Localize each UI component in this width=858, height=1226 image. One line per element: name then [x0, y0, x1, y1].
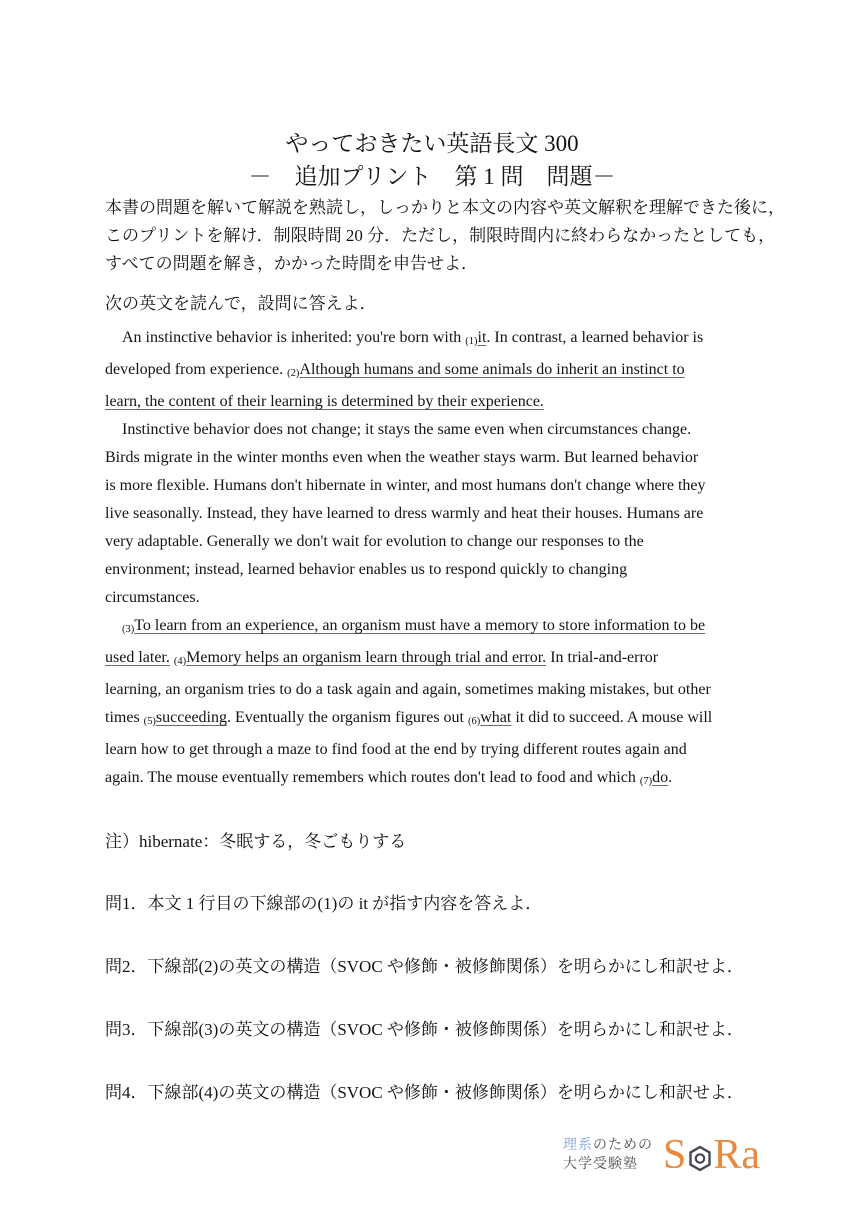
reading-prompt: 次の英文を読んで，設問に答えよ．: [105, 294, 377, 313]
passage-text: environment; instead, learned behavior enables us to respond quickly to changing: [105, 561, 628, 578]
annotation-number: (1): [465, 336, 478, 347]
underlined-text: Memory helps an organism learn through trial and error.: [186, 649, 547, 666]
sora-logo: [562, 1132, 760, 1178]
passage-line: [105, 324, 759, 356]
passage-text: learn how to get through a maze to find food at the end by trying different routes again and: [105, 741, 687, 758]
underlined-text: learn, the content of their learning is determined by their experience.: [105, 393, 544, 410]
passage-text: very adaptable. Generally we don't wait for evolution to change our responses to the: [105, 533, 644, 550]
passage-text: learning, an organism tries to do a task again and again, sometimes making mistakes, but other: [105, 681, 711, 698]
logo-tagline-highlight: 理系: [562, 1138, 593, 1153]
passage-text: . Eventually the organism figures out: [227, 709, 468, 726]
passage-text: Instinctive behavior does not change; it stays the same even when circumstances change.: [122, 421, 692, 438]
page-title: やっておきたい英語長文 300: [285, 131, 579, 156]
annotation-number: (6): [468, 716, 481, 727]
logo-tagline-rest: のための: [592, 1138, 653, 1153]
annotation-number: (2): [287, 368, 300, 379]
instruction-line: このプリントを解け．制限時間 20 分．ただし，制限時間内に終わらなかったとしても，: [105, 226, 776, 245]
instructions-block: [105, 194, 785, 278]
passage-line: [105, 644, 759, 676]
underlined-text: To learn from an experience, an organism must have a memory to store information to be: [134, 617, 706, 634]
logo-tagline-line1: [563, 1136, 653, 1155]
annotation-number: (5): [143, 716, 156, 727]
underlined-text: it: [477, 329, 487, 346]
passage-line: [105, 356, 759, 388]
passage-line: [105, 764, 759, 796]
passage-line: [105, 388, 759, 416]
passage-line: [105, 556, 759, 584]
passage-text: times: [105, 709, 144, 726]
annotation-number: (7): [639, 776, 653, 787]
underlined-text: Although humans and some animals do inherit an instinct to: [299, 361, 685, 378]
passage-line: [105, 416, 759, 444]
benzene-hexagon-icon: [688, 1145, 712, 1172]
passage-text: again. The mouse eventually remembers which routes don't lead to food and which: [105, 769, 640, 786]
passage-text: . In contrast, a learned behavior is: [486, 329, 704, 346]
underlined-text: what: [480, 709, 512, 726]
passage-line: [105, 676, 759, 704]
logo-brand: [662, 1132, 760, 1178]
passage-text: .: [668, 769, 673, 786]
underlined-text: do: [652, 769, 669, 786]
logo-letter-ra: Ra: [713, 1132, 760, 1178]
passage-text: it did to succeed. A mouse will: [511, 709, 713, 726]
question-1: 問1．本文 1 行目の下線部の(1)の it が指す内容を答えよ．: [105, 894, 543, 913]
instruction-line: 本書の問題を解いて解説を熟読し，しっかりと本文の内容や英文解釈を理解できた後に，: [105, 198, 785, 217]
document-content: [105, 128, 785, 1107]
passage-line: [105, 472, 759, 500]
passage-text: Birds migrate in the winter months even when the weather stays warm. But learned behavior: [105, 449, 699, 466]
logo-tagline-line2: 大学受験塾: [562, 1157, 638, 1172]
passage-line: [105, 584, 759, 612]
page-subtitle: － 追加プリント 第 1 問 問題－: [248, 164, 616, 189]
vocabulary-note: 注）hibernate：冬眠する，冬ごもりする: [105, 832, 407, 851]
english-passage: [105, 324, 759, 796]
question-3: 問3．下線部(3)の英文の構造（SVOC や修飾・被修飾関係）を明らかにし和訳せよ．: [105, 1020, 744, 1039]
annotation-number: (3): [122, 624, 135, 635]
passage-line: [105, 736, 759, 764]
passage-text: circumstances.: [105, 589, 200, 606]
logo-letter-s: S: [662, 1132, 687, 1178]
passage-text: An instinctive behavior is inherited: you're born with: [122, 329, 466, 346]
passage-line: [105, 704, 759, 736]
passage-text: In trial-and-error: [546, 649, 659, 666]
underlined-text: succeeding: [155, 709, 227, 726]
annotation-number: (4): [173, 656, 187, 667]
passage-line: [105, 500, 759, 528]
question-4: 問4．下線部(4)の英文の構造（SVOC や修飾・被修飾関係）を明らかにし和訳せよ．: [105, 1083, 744, 1102]
passage-text: live seasonally. Instead, they have learned to dress warmly and heat their houses. Humans are: [105, 505, 704, 522]
passage-line: [105, 528, 759, 556]
passage-line: [105, 612, 759, 644]
passage-line: [105, 444, 759, 472]
instruction-line: すべての問題を解き，かかった時間を申告せよ．: [105, 254, 478, 273]
passage-text: is more flexible. Humans don't hibernate in winter, and most humans don't change where they: [105, 477, 706, 494]
passage-text: developed from experience.: [105, 361, 288, 378]
underlined-text: used later.: [105, 649, 170, 666]
logo-tagline: [563, 1136, 653, 1174]
question-2: 問2．下線部(2)の英文の構造（SVOC や修飾・被修飾関係）を明らかにし和訳せよ．: [105, 957, 744, 976]
